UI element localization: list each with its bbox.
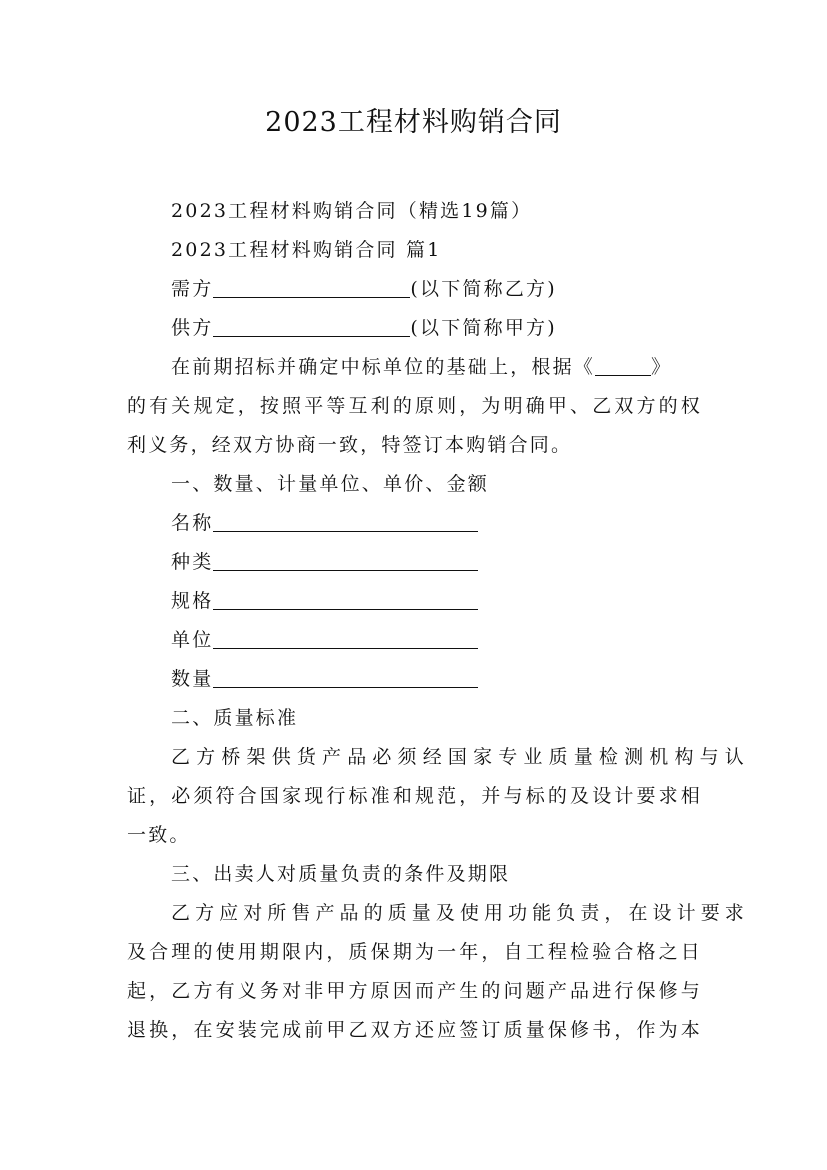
field-blank xyxy=(213,509,478,532)
clause3-line-4: 退换，在安装完成前甲乙双方还应签订质量保修书，作为本 xyxy=(127,1019,702,1041)
clause3-line-1: 乙方应对所售产品的质量及使用功能负责，在设计要求 xyxy=(171,902,746,924)
field-label: 规格 xyxy=(171,590,214,612)
field-type xyxy=(127,543,746,582)
buyer-label: 需方 xyxy=(171,278,214,300)
intro-line-1 xyxy=(127,348,746,387)
clause2-line-1: 乙方桥架供货产品必须经国家专业质量检测机构与认 xyxy=(171,746,746,768)
field-blank xyxy=(213,665,478,688)
clause2-line-2: 证，必须符合国家现行标准和规范，并与标的及设计要求相 xyxy=(127,785,702,807)
intro-text-1: 在前期招标并确定中标单位的基础上，根据《 xyxy=(171,356,596,378)
clause3-line-3: 起，乙方有义务对非甲方原因而产生的问题产品进行保修与 xyxy=(127,980,702,1002)
intro-line-3: 利义务，经双方协商一致，特签订本购销合同。 xyxy=(127,434,573,456)
supplier-label: 供方 xyxy=(171,317,214,339)
regulation-blank xyxy=(595,353,651,376)
supplier-line xyxy=(127,309,746,348)
intro-line-2: 的有关规定，按照平等互利的原则，为明确甲、乙双方的权 xyxy=(127,395,702,417)
buyer-line xyxy=(127,270,746,309)
section-heading: 2023工程材料购销合同 篇1 xyxy=(171,239,442,261)
clause1-heading: 一、数量、计量单位、单价、金额 xyxy=(171,473,490,495)
field-label: 种类 xyxy=(171,551,214,573)
clause3-line-2: 及合理的使用期限内，质保期为一年，自工程检验合格之日 xyxy=(127,941,702,963)
field-quantity xyxy=(127,660,746,699)
document-title: 2023工程材料购销合同 xyxy=(265,107,562,138)
buyer-note: (以下简称乙方) xyxy=(410,278,557,300)
supplier-note: (以下简称甲方) xyxy=(410,317,557,339)
clause3-heading: 三、出卖人对质量负责的条件及期限 xyxy=(171,863,511,885)
field-blank xyxy=(213,626,478,649)
intro-bracket-close: 》 xyxy=(651,356,673,378)
field-label: 单位 xyxy=(171,629,214,651)
clause2-heading: 二、质量标准 xyxy=(171,707,299,729)
field-name xyxy=(127,504,746,543)
supplier-blank xyxy=(213,314,410,337)
field-unit xyxy=(127,621,746,660)
field-blank xyxy=(213,587,478,610)
field-blank xyxy=(213,548,478,571)
field-label: 名称 xyxy=(171,512,214,534)
clause2-line-3: 一致。 xyxy=(127,824,191,846)
field-label: 数量 xyxy=(171,668,214,690)
buyer-blank xyxy=(213,275,410,298)
field-spec xyxy=(127,582,746,621)
subtitle: 2023工程材料购销合同（精选19篇） xyxy=(171,200,533,222)
